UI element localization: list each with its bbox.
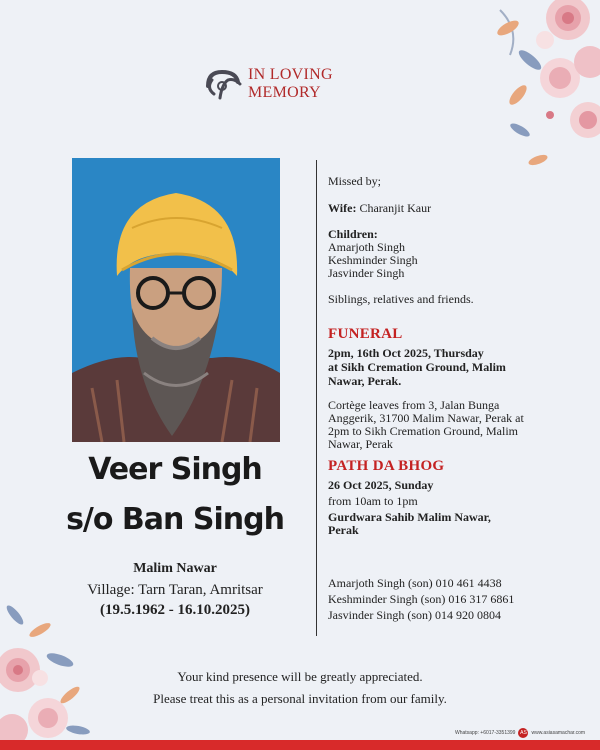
path-da-bhog-heading: PATH DA BHOG xyxy=(328,458,445,474)
deceased-place: Malim Nawar xyxy=(133,561,217,576)
funeral-venue-line1: at Sikh Cremation Ground, Malim xyxy=(328,360,506,374)
wife-label: Wife: xyxy=(328,201,357,215)
deceased-name: Veer Singh xyxy=(88,452,262,487)
deceased-dates: (19.5.1962 - 16.10.2025) xyxy=(100,602,250,618)
page-title: IN LOVING MEMORY xyxy=(247,66,333,101)
funeral-venue-line2: Nawar, Perak. xyxy=(328,374,402,388)
wife-name: Charanjit Kaur xyxy=(359,201,432,215)
publisher-site: www.asiasamachar.com xyxy=(531,730,586,736)
missed-by-label: Missed by; xyxy=(328,174,382,188)
wife-line xyxy=(328,202,431,215)
contact-line: Keshminder Singh (son) 016 317 6861 xyxy=(328,592,515,606)
path-da-bhog-time: from 10am to 1pm xyxy=(328,494,418,508)
contact-line: Amarjoth Singh (son) 010 461 4438 xyxy=(328,576,502,590)
portrait-photo xyxy=(72,158,280,442)
path-da-bhog-date: 26 Oct 2025, Sunday xyxy=(328,478,434,492)
child-name: Amarjoth Singh xyxy=(328,240,405,254)
publisher-logo: AS xyxy=(520,730,527,736)
child-name: Keshminder Singh xyxy=(328,253,418,267)
floral-decoration-top-right xyxy=(490,0,600,175)
column-divider xyxy=(316,160,317,636)
cortege-line3: 2pm to Sikh Cremation Ground, Malim xyxy=(328,424,518,438)
footer-line2: Please treat this as a personal invitation from our family. xyxy=(153,691,447,706)
deceased-parentage: s/o Ban Singh xyxy=(66,502,284,537)
funeral-time: 2pm, 16th Oct 2025, Thursday xyxy=(328,346,484,360)
deceased-village: Village: Tarn Taran, Amritsar xyxy=(87,582,263,598)
cortege-line4: Nawar, Perak xyxy=(328,437,393,451)
contact-line: Jasvinder Singh (son) 014 920 0804 xyxy=(328,608,501,622)
publisher-credit xyxy=(455,728,585,738)
cortege-line1: Cortège leaves from 3, Jalan Bunga xyxy=(328,398,500,412)
funeral-heading: FUNERAL xyxy=(328,326,403,342)
cortege-line2: Anggerik, 31700 Malim Nawar, Perak at xyxy=(328,411,524,425)
whatsapp-number: Whatsapp: +6017-3351399 xyxy=(455,730,516,736)
khanda-icon xyxy=(200,64,246,104)
path-da-bhog-venue-line2: Perak xyxy=(328,523,359,537)
bottom-accent-bar xyxy=(0,740,600,750)
others-line: Siblings, relatives and friends. xyxy=(328,292,474,306)
child-name: Jasvinder Singh xyxy=(328,266,405,280)
path-da-bhog-venue-line1: Gurdwara Sahib Malim Nawar, xyxy=(328,510,491,524)
footer-line1: Your kind presence will be greatly appreciated. xyxy=(177,669,423,684)
header xyxy=(200,58,410,110)
children-label: Children: xyxy=(328,227,378,241)
